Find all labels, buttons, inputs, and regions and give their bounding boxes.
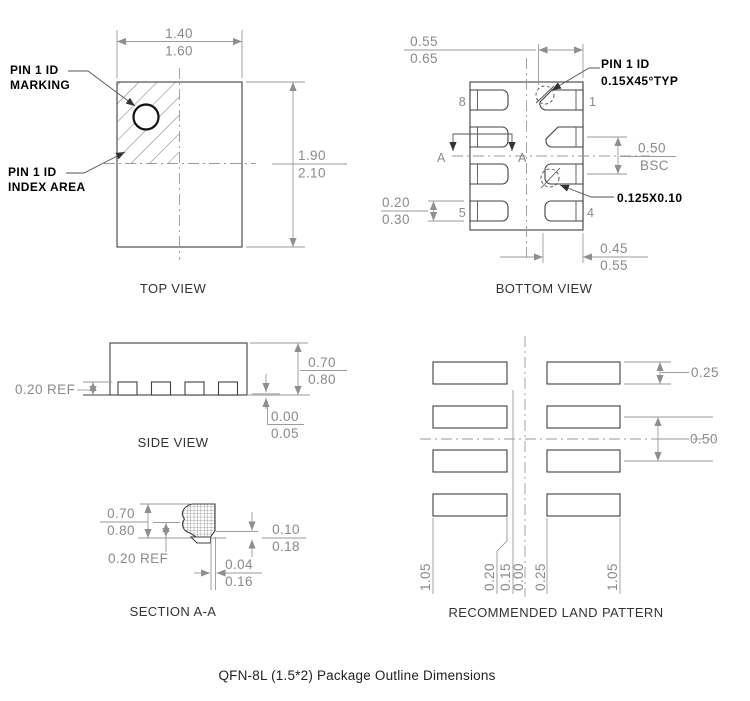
side-view-leads — [118, 382, 238, 395]
dim-pad4-lower: 0.55 — [600, 258, 628, 273]
dim-section-height-lower: 0.80 — [107, 523, 135, 538]
dim-width-upper: 1.40 — [165, 26, 193, 41]
dim-pad4-length — [500, 233, 648, 273]
right-pads — [536, 86, 583, 221]
left-pads — [470, 90, 508, 221]
land-pattern-column-labels — [418, 563, 620, 591]
pin-number-1: 1 — [589, 95, 597, 109]
dim-pad-width — [381, 195, 464, 227]
pad-5 — [470, 201, 508, 221]
chamfer-note-leader-line — [560, 185, 614, 197]
section-aa — [100, 504, 306, 619]
dim-standoff-upper: 0.00 — [271, 409, 299, 424]
dim-side-height-lower: 0.80 — [308, 372, 336, 387]
dim-height-upper: 1.90 — [298, 148, 326, 163]
pin1-marking-label-1: PIN 1 ID — [10, 63, 59, 77]
side-view-caption: SIDE VIEW — [137, 435, 209, 450]
dim-section-ref-label: 0.20 REF — [108, 551, 169, 566]
pad-3 — [545, 164, 583, 184]
col-label-4: 0.00 — [511, 563, 526, 591]
dim-body-height — [250, 343, 347, 395]
lead-cross-section — [182, 504, 215, 537]
pin-number-5: 5 — [458, 206, 466, 220]
dim-width-lower: 1.60 — [165, 43, 193, 59]
col-label-5: 0.25 — [533, 563, 548, 591]
drawing-title: QFN-8L (1.5*2) Package Outline Dimensions — [218, 668, 496, 683]
dim-notch-lower: 0.16 — [225, 574, 253, 589]
dim-height-lower: 2.10 — [298, 165, 326, 181]
land-pattern-caption: RECOMMENDED LAND PATTERN — [448, 605, 664, 620]
dim-pad-width-lower: 0.30 — [382, 212, 410, 227]
chamfer-note-label: 0.125X0.10 — [617, 191, 683, 205]
dim-flank-lower: 0.18 — [272, 539, 300, 554]
dim-flank — [216, 512, 306, 557]
dim-lead-ref: 0.20 REF — [15, 382, 76, 397]
land-pattern-extension-lines — [433, 390, 620, 594]
pad-4 — [545, 201, 583, 221]
col-label-1: 1.05 — [418, 563, 433, 591]
dim-flank-upper: 0.10 — [272, 522, 300, 537]
dim-standoff — [252, 374, 304, 441]
side-view — [15, 343, 347, 450]
section-aa-caption: SECTION A-A — [129, 604, 217, 619]
dim-pad4-upper: 0.45 — [600, 241, 628, 256]
lead-foot — [191, 537, 211, 543]
dim-land-pad-height-label: 0.25 — [691, 365, 719, 380]
pin1-id-label-2: 0.15X45°TYP — [601, 74, 679, 88]
dim-standoff-lower: 0.05 — [271, 426, 299, 441]
top-view-height-dimension — [246, 82, 347, 247]
pad-2 — [546, 127, 583, 147]
top-view-caption: TOP VIEW — [139, 281, 207, 296]
pad-7 — [470, 127, 508, 147]
section-label-left: A — [437, 151, 446, 165]
pad-8 — [470, 90, 508, 110]
dim-land-pad-height — [624, 362, 719, 384]
col-label-2: 0.20 — [482, 563, 497, 591]
pin1-index-leader-line — [66, 152, 125, 173]
dim-pitch-lower: BSC — [640, 158, 669, 173]
pin1-marking-label-2: MARKING — [10, 78, 71, 92]
pin1-marking-circle — [134, 105, 159, 130]
pin1-index-label-2: INDEX AREA — [8, 180, 86, 194]
dim-section-height — [100, 504, 190, 538]
dim-land-row-pitch-label: 0.50 — [690, 431, 718, 447]
dim-pitch-upper: 0.50 — [638, 140, 666, 156]
pin1-id-label-1: PIN 1 ID — [601, 57, 650, 71]
bottom-view-caption: BOTTOM VIEW — [495, 281, 593, 296]
dim-pad-width-upper: 0.20 — [382, 195, 410, 210]
bottom-view-centerlines — [452, 58, 650, 258]
col-label-3: 0.15 — [498, 563, 513, 591]
pin1-index-label-1: PIN 1 ID — [8, 165, 57, 179]
dim-side-height-upper: 0.70 — [308, 355, 336, 370]
dim-pad1-upper: 0.55 — [410, 34, 438, 49]
dim-pad-pitch — [587, 137, 676, 174]
section-label-right: A — [518, 151, 527, 165]
pin-number-8: 8 — [458, 95, 466, 109]
col-label-6: 1.05 — [605, 563, 620, 591]
land-pattern — [418, 336, 719, 620]
dim-pad1-length — [404, 34, 583, 85]
bottom-view — [381, 34, 682, 296]
dim-pad1-lower: 0.65 — [410, 51, 438, 66]
pin1-id-leader-line — [552, 68, 600, 90]
dim-section-height-upper: 0.70 — [107, 506, 135, 521]
pin-number-4: 4 — [587, 206, 595, 220]
top-view — [8, 26, 347, 296]
dim-notch-upper: 0.04 — [225, 557, 253, 572]
pad-6 — [470, 164, 508, 184]
dim-notch — [194, 557, 262, 589]
